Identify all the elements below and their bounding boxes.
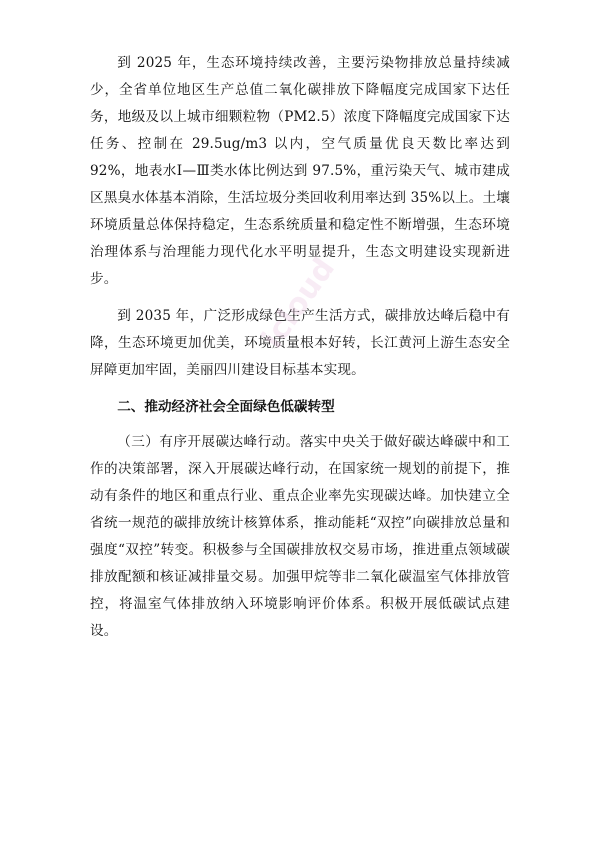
paragraph-2035-goals: 到 2035 年，广泛形成绿色生产生活方式，碳排放达峰后稳中有降，生态环境更加优美，环境质量根本好转，长江黄河上游生态安全屏障更加牢固，美丽四川建设目标基本实现。 [90, 308, 510, 378]
paragraph-2025-goals: 到 2025 年，生态环境持续改善，主要污染物排放总量持续减少，全省单位地区生产总值二氧化碳排放下降幅度完成国家下达任务，地级及以上城市细颗粒物（PM2.5）浓度下降幅度完成国家下达任务、控制在 29.5ug/m3 以内，空气质量优良天数比率达到 92%，地表水Ⅰ—Ⅲ类水体比例达到 97.5%，重污染天气、城市建成区黑臭水体基本消除，生活垃圾分类回收利用率达到 35%以上。土壤环境质量总体保持稳定，生态系统质量和稳定性不断增强，生态环境治理体系与治理能力现代化水平明显提升，生态文明建设实现新进步。 [90, 55, 510, 287]
watermark: icloud [255, 251, 343, 356]
section-heading: 二、推动经济社会全面绿色低碳转型 [117, 399, 335, 415]
document-body [90, 50, 510, 655]
paragraph-carbon-peak-action: （三）有序开展碳达峰行动。落实中央关于做好碳达峰碳中和工作的决策部署，深入开展碳达峰行动，在国家统一规划的前提下，推动有条件的地区和重点行业、重点企业率先实现碳达峰。加快建立全省统一规范的碳排放统计核算体系，推动能耗“双控”向碳排放总量和强度“双控”转变。积极参与全国碳排放权交易市场，推进重点领域碳排放配额和核证减排量交易。加强甲烷等非二氧化碳温室气体排放管控，将温室气体排放纳入环境影响评价体系。积极开展低碳试点建设。 [90, 434, 510, 639]
